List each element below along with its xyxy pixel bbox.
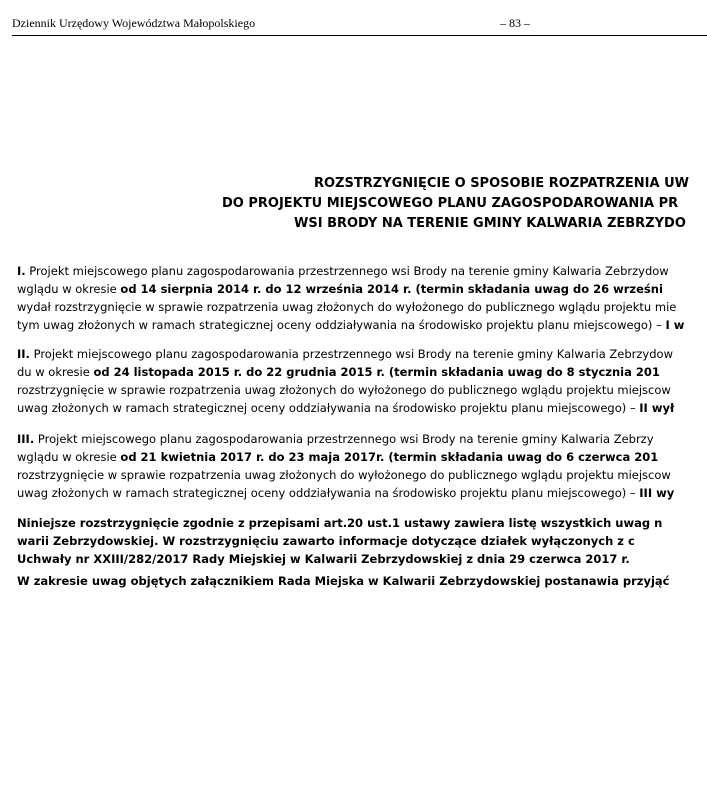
section-1-line-1: I. Projekt miejscowego planu zagospodarowania przestrzennego wsi Brody na terenie gminy Kalwaria Zebrzydow: [17, 264, 669, 278]
closing-line-2: warii Zebrzydowskiej. W rozstrzygnięciu zawarto informacje dotyczące działek wyłączonych z c: [17, 534, 635, 548]
section-3-line-3: rozstrzygnięcie w sprawie rozpatrzenia uwag złożonych do wyłożonego do publicznego wglądu projektu miejscow: [17, 468, 671, 482]
decision-paragraph: [17, 572, 707, 590]
decision-line: W zakresie uwag objętych załącznikiem Rada Miejska w Kalwarii Zebrzydowskiej postanawia przyjąć: [17, 574, 670, 588]
section-1-line-2: wglądu w okresie od 14 sierpnia 2014 r. do 12 września 2014 r. (termin składania uwag do 26 wrześni: [17, 282, 663, 296]
section-3-line-4: uwag złożonych w ramach strategicznej oceny oddziaływania na środowisko projektu planu miejscowego) – III wy: [17, 486, 675, 500]
title-line-1: ROZSTRZYGNIĘCIE O SPOSOBIE ROZPATRZENIA UW: [314, 176, 689, 191]
section-2-line-2: du w okresie od 24 listopada 2015 r. do 22 grudnia 2015 r. (termin składania uwag do 8 stycznia 201: [17, 365, 660, 379]
section-3: [17, 430, 707, 502]
section-2: [17, 345, 707, 417]
journal-title: Dziennik Urzędowy Województwa Małopolskiego: [12, 16, 256, 30]
section-1: [17, 262, 707, 334]
section-3-line-1: III. Projekt miejscowego planu zagospodarowania przestrzennego wsi Brody na terenie gminy Kalwaria Zebrzy: [17, 432, 654, 446]
section-3-line-2: wglądu w okresie od 21 kwietnia 2017 r. do 23 maja 2017r. (termin składania uwag do 6 czerwca 201: [17, 450, 659, 464]
closing-line-3: Uchwały nr XXIII/282/2017 Rady Miejskiej w Kalwarii Zebrzydowskiej z dnia 29 czerwca 2017 r.: [17, 552, 630, 566]
document-title: [0, 174, 707, 234]
section-2-line-4: uwag złożonych w ramach strategicznej oceny oddziaływania na środowisko projektu planu miejscowego) – II wył: [17, 401, 675, 415]
page-header: [12, 14, 707, 36]
page-number: – 83 –: [500, 16, 530, 30]
section-2-line-3: rozstrzygnięcie w sprawie rozpatrzenia uwag złożonych do wyłożonego do publicznego wglądu projektu miejscow: [17, 383, 671, 397]
closing-line-1: Niniejsze rozstrzygnięcie zgodnie z przepisami art.20 ust.1 ustawy zawiera listę wszystkich uwag n: [17, 516, 663, 530]
closing-paragraph: [17, 514, 707, 568]
title-line-2: DO PROJEKTU MIEJSCOWEGO PLANU ZAGOSPODAROWANIA PR: [222, 196, 679, 211]
title-line-3: WSI BRODY NA TERENIE GMINY KALWARIA ZEBRZYDO: [294, 216, 686, 231]
section-1-line-4: tym uwag złożonych w ramach strategicznej oceny oddziaływania na środowisko projektu planu miejscowego) – I w: [17, 318, 685, 332]
section-1-line-3: wydał rozstrzygnięcie w sprawie rozpatrzenia uwag złożonych do wyłożonego do publicznego wglądu projektu mie: [17, 300, 677, 314]
section-2-line-1: II. Projekt miejscowego planu zagospodarowania przestrzennego wsi Brody na terenie gminy Kalwaria Zebrzydow: [17, 347, 673, 361]
